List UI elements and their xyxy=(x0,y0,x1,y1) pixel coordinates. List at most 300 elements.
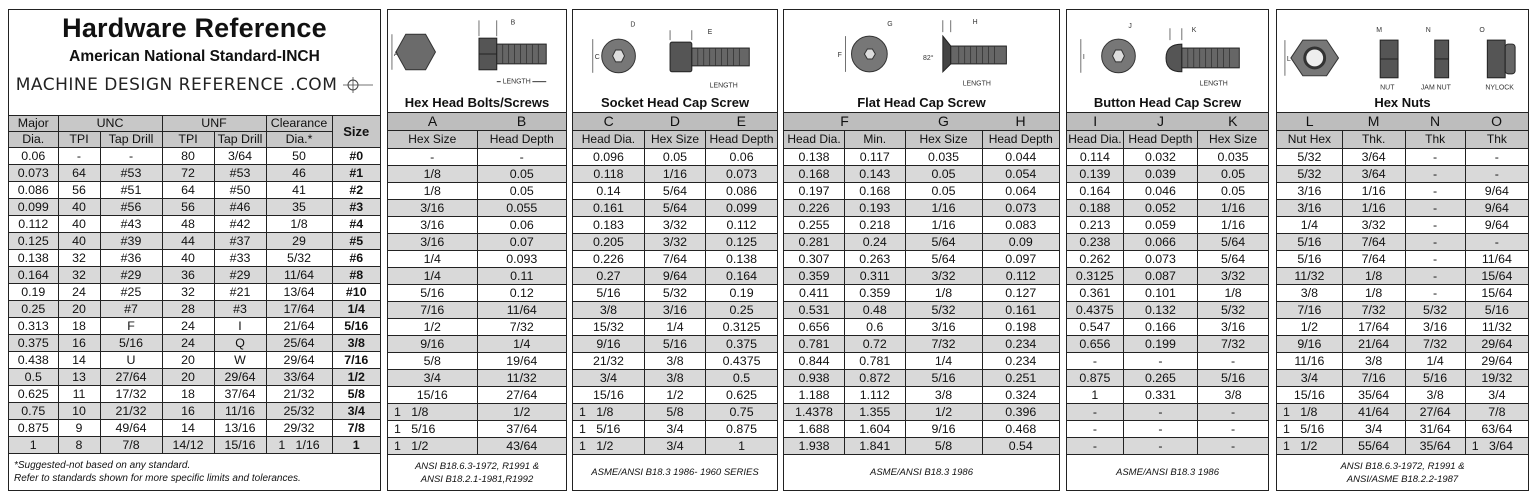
table-cell: - xyxy=(1405,251,1465,268)
table-cell: 40 xyxy=(58,216,100,233)
table-row xyxy=(1067,438,1268,455)
table-cell: 0.938 xyxy=(784,370,845,387)
table-row xyxy=(1277,268,1528,285)
table-cell: 0.48 xyxy=(845,302,906,319)
table-row xyxy=(573,285,777,302)
table-cell: 0.375 xyxy=(9,335,58,352)
table-cell: 1/4 xyxy=(388,268,477,285)
table-cell: 11/32 xyxy=(1465,319,1528,336)
table-cell: 72 xyxy=(162,165,214,182)
table-cell: 63/64 xyxy=(1465,421,1528,438)
table-cell: 0.199 xyxy=(1123,336,1197,353)
table-row xyxy=(573,149,777,166)
dimension-letter: D xyxy=(644,113,705,131)
socket-head-panel xyxy=(572,9,778,491)
table-cell: 11/32 xyxy=(1277,268,1342,285)
table-cell: 7/32 xyxy=(1198,336,1268,353)
socket-head-standard: ASME/ANSI B18.3 1986- 1960 SERIES xyxy=(591,467,759,478)
table-cell: 41 xyxy=(266,182,332,199)
flat-head-screw-icon xyxy=(784,10,1059,94)
table-cell: 1 1/8 xyxy=(388,404,477,421)
table-cell: - xyxy=(1123,421,1197,438)
table-cell: 0.188 xyxy=(1067,200,1123,217)
table-cell: #8 xyxy=(332,267,380,284)
button-head-standard: ASME/ANSI B18.3 1986 xyxy=(1116,467,1219,478)
table-row xyxy=(1067,234,1268,251)
table-cell: #0 xyxy=(332,148,380,165)
table-cell: 3/16 xyxy=(388,217,477,234)
table-cell: #2 xyxy=(332,182,380,199)
table-cell: 1/16 xyxy=(1198,200,1268,217)
table-cell: 27/64 xyxy=(477,387,566,404)
table-cell: 41/64 xyxy=(1342,404,1405,421)
table-cell: - xyxy=(1067,421,1123,438)
table-cell: 3/16 xyxy=(1277,200,1342,217)
table-cell: - xyxy=(1123,353,1197,370)
table-cell: 0.032 xyxy=(1123,149,1197,166)
table-row xyxy=(784,285,1059,302)
table-cell: #21 xyxy=(214,284,266,301)
table-cell: 20 xyxy=(162,352,214,369)
dimension-letter: I xyxy=(1067,113,1123,131)
table-cell: 0.226 xyxy=(784,200,845,217)
table-row xyxy=(9,199,380,216)
dimension-letter: F xyxy=(784,113,905,131)
table-cell: 36 xyxy=(162,267,214,284)
table-cell: 1/8 xyxy=(388,183,477,200)
dimension-letter: M xyxy=(1342,113,1405,131)
table-cell: - xyxy=(1405,217,1465,234)
table-cell: 0.197 xyxy=(784,183,845,200)
table-row xyxy=(1277,319,1528,336)
table-cell: 14 xyxy=(162,420,214,437)
table-cell: 0.097 xyxy=(982,251,1059,268)
table-cell: 3/4 xyxy=(1277,370,1342,387)
table-cell: 1 xyxy=(9,437,58,454)
table-cell: 16 xyxy=(162,403,214,420)
table-cell: 0.083 xyxy=(982,217,1059,234)
table-cell: 0.4375 xyxy=(1067,302,1123,319)
table-cell: 24 xyxy=(58,284,100,301)
table-cell: 25/64 xyxy=(266,335,332,352)
table-cell: 11/32 xyxy=(477,370,566,387)
table-cell: 0.138 xyxy=(784,149,845,166)
table-cell: 0.168 xyxy=(784,166,845,183)
table-cell: 80 xyxy=(162,148,214,165)
table-cell: #53 xyxy=(214,165,266,182)
svg-text:NUT: NUT xyxy=(1380,84,1395,92)
header-major-dia: Major xyxy=(9,116,58,132)
table-row xyxy=(784,353,1059,370)
button-head-panel xyxy=(1066,9,1269,491)
table-cell: 9/64 xyxy=(1465,217,1528,234)
table-row xyxy=(9,318,380,335)
table-cell: 1.355 xyxy=(845,404,906,421)
dimension-letter: K xyxy=(1198,113,1268,131)
table-cell: 3/32 xyxy=(905,268,982,285)
table-cell: 11/64 xyxy=(1465,251,1528,268)
table-cell: 9/16 xyxy=(573,336,644,353)
table-cell: - xyxy=(1067,438,1123,455)
table-cell: 7/64 xyxy=(644,251,705,268)
table-cell: 0.324 xyxy=(982,387,1059,404)
table-row xyxy=(1067,336,1268,353)
svg-text:E: E xyxy=(707,29,713,37)
table-cell: - xyxy=(1405,285,1465,302)
page-title: Hardware Reference xyxy=(62,13,327,43)
table-cell: 0.361 xyxy=(1067,285,1123,302)
table-cell: 1/4 xyxy=(1277,217,1342,234)
table-cell: 0.039 xyxy=(1123,166,1197,183)
table-cell: 0.24 xyxy=(845,234,906,251)
dimension-letter: C xyxy=(573,113,644,131)
table-cell: 1 1/2 xyxy=(388,438,477,455)
table-cell: 0.05 xyxy=(644,149,705,166)
table-cell: - xyxy=(1465,166,1528,183)
table-cell: 5/8 xyxy=(388,353,477,370)
table-cell: 1 1/2 xyxy=(1277,438,1342,455)
column-header: Thk xyxy=(1465,131,1528,149)
column-header: Head Depth xyxy=(477,131,566,149)
table-row xyxy=(1277,251,1528,268)
table-row xyxy=(9,165,380,182)
dimension-letter: A xyxy=(388,113,477,131)
table-cell: 0.06 xyxy=(706,149,777,166)
table-cell: 37/64 xyxy=(214,386,266,403)
table-cell: 64 xyxy=(162,182,214,199)
table-cell: 15/16 xyxy=(573,387,644,404)
table-cell: 29/64 xyxy=(266,352,332,369)
button-head-screw-icon xyxy=(1067,10,1268,94)
column-header: Hex Size xyxy=(905,131,982,149)
table-cell: 0.112 xyxy=(9,216,58,233)
table-cell: 11/16 xyxy=(1277,353,1342,370)
table-row xyxy=(9,148,380,165)
table-row xyxy=(784,302,1059,319)
table-cell: 0.3125 xyxy=(706,319,777,336)
table-row xyxy=(1067,370,1268,387)
table-row xyxy=(9,437,380,454)
table-cell: #36 xyxy=(100,250,162,267)
table-cell: 7/16 xyxy=(1277,302,1342,319)
table-cell: 21/32 xyxy=(266,386,332,403)
table-cell: #33 xyxy=(214,250,266,267)
table-cell: 5/16 xyxy=(1198,370,1268,387)
table-cell: 7/32 xyxy=(477,319,566,336)
socket-head-screw-icon xyxy=(573,10,777,94)
table-cell: 0.625 xyxy=(706,387,777,404)
table-row xyxy=(1067,217,1268,234)
table-cell: 17/64 xyxy=(1342,319,1405,336)
table-row xyxy=(573,319,777,336)
table-cell: 20 xyxy=(162,369,214,386)
table-row xyxy=(784,166,1059,183)
column-header: Head Dia. xyxy=(784,131,845,149)
table-cell: 0.19 xyxy=(9,284,58,301)
table-cell: I xyxy=(214,318,266,335)
table-cell: 3/64 xyxy=(214,148,266,165)
table-cell: 0.5 xyxy=(9,369,58,386)
table-cell: #29 xyxy=(100,267,162,284)
table-cell: 0.06 xyxy=(9,148,58,165)
table-cell: 14/12 xyxy=(162,437,214,454)
table-row xyxy=(9,182,380,199)
table-cell: 1/4 xyxy=(477,336,566,353)
column-header-row xyxy=(784,131,1059,149)
dimension-letter: J xyxy=(1123,113,1197,131)
table-cell: 0.09 xyxy=(982,234,1059,251)
header-clearance: Clearance xyxy=(266,116,332,132)
table-row xyxy=(573,353,777,370)
flat-head-standard: ASME/ANSI B18.3 1986 xyxy=(870,467,973,478)
table-cell: #4 xyxy=(332,216,380,233)
svg-text:B: B xyxy=(510,19,516,27)
table-cell: 0.25 xyxy=(706,302,777,319)
table-cell: 0.359 xyxy=(845,285,906,302)
table-cell: 40 xyxy=(58,199,100,216)
hex-nuts-table xyxy=(1277,112,1528,455)
table-cell: 1.938 xyxy=(784,438,845,455)
table-cell: 1/8 xyxy=(1342,268,1405,285)
table-row xyxy=(784,336,1059,353)
hex-nuts-standard: ANSI B18.6.3-1972, R1991 & ANSI/ASME B18.2.2-1987 xyxy=(1340,460,1465,485)
table-cell: 3/32 xyxy=(644,217,705,234)
table-row xyxy=(9,386,380,403)
table-cell: 1/16 xyxy=(1342,183,1405,200)
table-cell: 24 xyxy=(162,318,214,335)
table-cell: 0.164 xyxy=(706,268,777,285)
table-cell: 29 xyxy=(266,233,332,250)
table-row xyxy=(1277,421,1528,438)
table-row xyxy=(9,352,380,369)
table-row xyxy=(573,336,777,353)
table-cell: 1/2 xyxy=(1277,319,1342,336)
table-cell: 0.117 xyxy=(845,149,906,166)
table-cell: 1/16 xyxy=(905,200,982,217)
table-cell: 0.193 xyxy=(845,200,906,217)
table-cell: 1.604 xyxy=(845,421,906,438)
table-cell: 9/16 xyxy=(1277,336,1342,353)
table-cell: 15/64 xyxy=(1465,268,1528,285)
table-row xyxy=(388,353,566,370)
table-cell: 1 1/8 xyxy=(1277,404,1342,421)
table-cell: 5/16 xyxy=(388,285,477,302)
table-cell: 40 xyxy=(58,233,100,250)
table-row xyxy=(784,268,1059,285)
table-cell: 0.205 xyxy=(573,234,644,251)
table-cell: - xyxy=(388,149,477,166)
table-cell: 7/8 xyxy=(100,437,162,454)
table-row xyxy=(9,369,380,386)
table-cell: 0.875 xyxy=(9,420,58,437)
table-cell: 3/8 xyxy=(644,370,705,387)
crosshair-icon xyxy=(343,77,373,93)
table-row xyxy=(1067,319,1268,336)
table-cell: 1/16 xyxy=(905,217,982,234)
table-cell: 1/4 xyxy=(332,301,380,318)
table-cell: 43/64 xyxy=(477,438,566,455)
table-cell: 0.468 xyxy=(982,421,1059,438)
site-logo xyxy=(9,75,380,95)
table-cell: 15/16 xyxy=(1277,387,1342,404)
table-cell: - xyxy=(1405,234,1465,251)
table-cell: 1 xyxy=(1067,387,1123,404)
button-head-diagram xyxy=(1067,10,1268,94)
table-cell: 0.05 xyxy=(477,183,566,200)
table-row xyxy=(1277,438,1528,455)
table-row xyxy=(1067,149,1268,166)
table-cell: 32 xyxy=(58,267,100,284)
table-cell: 1.841 xyxy=(845,438,906,455)
table-cell: 1.4378 xyxy=(784,404,845,421)
hex-nuts-title: Hex Nuts xyxy=(1374,95,1431,110)
table-cell: 9/64 xyxy=(1465,200,1528,217)
table-cell: 0.781 xyxy=(845,353,906,370)
table-cell: 3/4 xyxy=(1342,421,1405,438)
table-cell: 11/16 xyxy=(214,403,266,420)
table-cell: 8 xyxy=(58,437,100,454)
table-row xyxy=(784,438,1059,455)
table-cell: 31/64 xyxy=(1405,421,1465,438)
table-row xyxy=(388,404,566,421)
table-cell: 1 3/64 xyxy=(1465,438,1528,455)
table-cell: 0.138 xyxy=(9,250,58,267)
svg-text:LENGTH: LENGTH xyxy=(1199,80,1228,88)
dimension-letter: E xyxy=(706,113,777,131)
svg-text:J: J xyxy=(1128,23,1132,31)
main-header xyxy=(9,13,380,115)
table-row xyxy=(1067,421,1268,438)
table-cell: 5/32 xyxy=(1277,166,1342,183)
table-cell: 0.096 xyxy=(573,149,644,166)
table-cell: 0.4375 xyxy=(706,353,777,370)
hex-bolts-table xyxy=(388,112,566,455)
table-cell: 0.161 xyxy=(573,200,644,217)
table-cell: 0.307 xyxy=(784,251,845,268)
table-cell: 1.688 xyxy=(784,421,845,438)
table-row xyxy=(388,183,566,200)
table-cell: - xyxy=(1465,234,1528,251)
table-cell: 0.046 xyxy=(1123,183,1197,200)
hex-bolt-diagram xyxy=(388,10,566,94)
column-header-row xyxy=(388,131,566,149)
table-cell: 1/8 xyxy=(388,166,477,183)
table-row xyxy=(1277,353,1528,370)
table-cell: 0.087 xyxy=(1123,268,1197,285)
table-cell: 5/32 xyxy=(1277,149,1342,166)
table-cell: 5/32 xyxy=(1405,302,1465,319)
table-cell: 0.073 xyxy=(982,200,1059,217)
table-cell: 11/64 xyxy=(477,302,566,319)
svg-text:K: K xyxy=(1191,27,1197,35)
footnote-line-2: Refer to standards shown for more specific limits and tolerances. xyxy=(14,472,301,484)
table-cell: 3/16 xyxy=(1405,319,1465,336)
table-cell: 33/64 xyxy=(266,369,332,386)
table-row xyxy=(1067,285,1268,302)
button-head-table xyxy=(1067,112,1268,455)
table-cell: 0.035 xyxy=(1198,149,1268,166)
table-cell: 3/32 xyxy=(1342,217,1405,234)
table-cell: 0.055 xyxy=(477,200,566,217)
table-row xyxy=(9,250,380,267)
table-cell: 3/16 xyxy=(1277,183,1342,200)
table-cell: 1/4 xyxy=(388,251,477,268)
table-cell: 1/2 xyxy=(905,404,982,421)
table-row xyxy=(388,421,566,438)
svg-text:F: F xyxy=(837,51,842,59)
svg-text:D: D xyxy=(630,21,636,29)
table-row xyxy=(1277,370,1528,387)
table-cell: 29/64 xyxy=(214,369,266,386)
header-unc-tpi: TPI xyxy=(58,132,100,148)
table-cell: 1.112 xyxy=(845,387,906,404)
table-cell: 0.127 xyxy=(982,285,1059,302)
letter-header-row xyxy=(1277,113,1528,131)
table-cell: 3/16 xyxy=(1198,319,1268,336)
table-cell: 56 xyxy=(162,199,214,216)
table-cell: 29/64 xyxy=(1465,353,1528,370)
thread-reference-panel xyxy=(8,9,381,491)
table-cell: 40 xyxy=(162,250,214,267)
dimension-letter: O xyxy=(1465,113,1528,131)
table-cell: 0.27 xyxy=(573,268,644,285)
table-cell: 0.234 xyxy=(982,353,1059,370)
hex-head-bolts-panel xyxy=(387,9,567,491)
table-cell: 0.101 xyxy=(1123,285,1197,302)
table-cell: 0.099 xyxy=(706,200,777,217)
table-cell: 5/8 xyxy=(332,386,380,403)
hex-bolts-standard: ANSI B18.6.3-1972, R1991 & ANSI B18.2.1-1981,R1992 xyxy=(414,460,540,485)
table-cell: 3/16 xyxy=(388,234,477,251)
table-cell: 1/8 xyxy=(1342,285,1405,302)
column-header: Head Depth xyxy=(1123,131,1197,149)
table-cell: 0.05 xyxy=(905,166,982,183)
table-cell: 9/64 xyxy=(1465,183,1528,200)
table-cell: #7 xyxy=(100,301,162,318)
table-row xyxy=(1277,404,1528,421)
table-row xyxy=(573,421,777,438)
table-cell: 0.093 xyxy=(477,251,566,268)
table-cell: - xyxy=(1198,421,1268,438)
dimension-letter: L xyxy=(1277,113,1342,131)
column-header-row xyxy=(573,131,777,149)
table-cell: 3/4 xyxy=(644,421,705,438)
table-cell: 32 xyxy=(58,250,100,267)
table-cell: 0.066 xyxy=(1123,234,1197,251)
table-cell: 0.11 xyxy=(477,268,566,285)
table-row xyxy=(1277,166,1528,183)
table-cell: 3/8 xyxy=(1342,353,1405,370)
table-cell: 1/4 xyxy=(1405,353,1465,370)
table-cell: 0.138 xyxy=(706,251,777,268)
header-size: Size xyxy=(332,116,380,148)
table-cell: 0.311 xyxy=(845,268,906,285)
table-row xyxy=(388,234,566,251)
table-cell: 0.25 xyxy=(9,301,58,318)
table-cell: 0.255 xyxy=(784,217,845,234)
table-row xyxy=(573,387,777,404)
table-cell: 19/32 xyxy=(1465,370,1528,387)
table-row xyxy=(573,166,777,183)
svg-text:N: N xyxy=(1425,27,1431,35)
table-cell: 0.086 xyxy=(706,183,777,200)
table-row xyxy=(1067,200,1268,217)
table-cell: 1 1/16 xyxy=(266,437,332,454)
dimension-letter: H xyxy=(982,113,1059,131)
table-row xyxy=(388,302,566,319)
hex-bolts-title: Hex Head Bolts/Screws xyxy=(404,95,550,110)
table-cell: 13/16 xyxy=(214,420,266,437)
